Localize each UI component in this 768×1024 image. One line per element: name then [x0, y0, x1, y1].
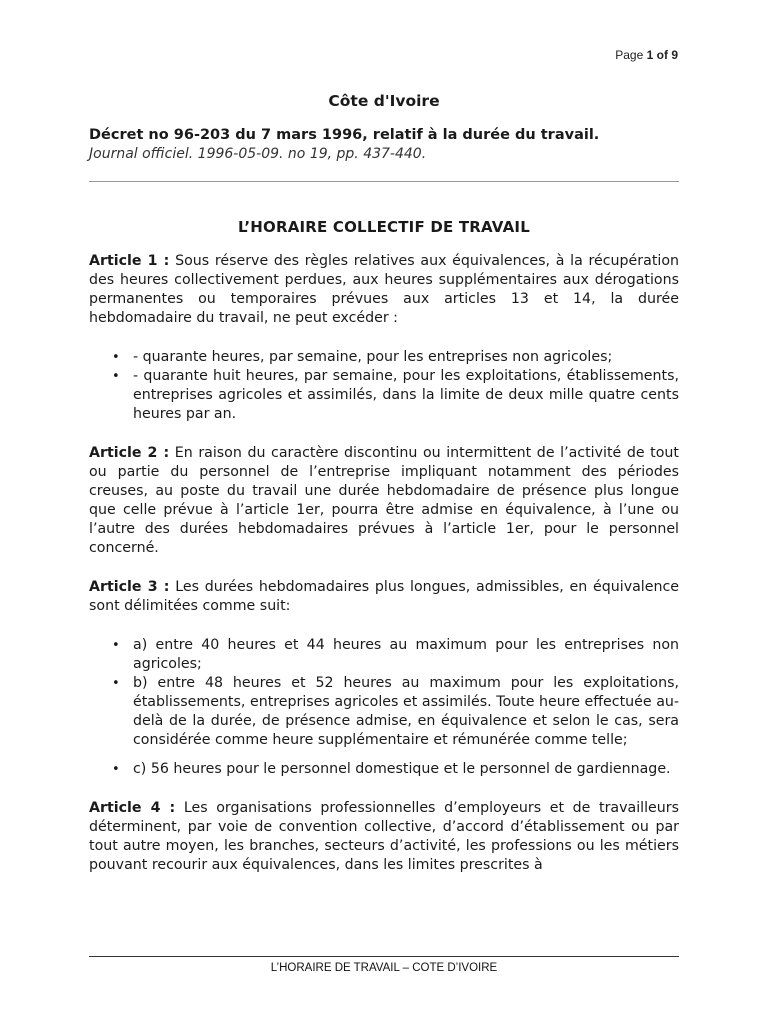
article-4-label: Article 4 :	[89, 800, 176, 816]
page-number	[615, 48, 678, 62]
list-item: • - quarante heures, par semaine, pour les entreprises non agricoles;	[133, 348, 679, 367]
article-3-label: Article 3 :	[89, 579, 170, 595]
article-2-text: En raison du caractère discontinu ou intermittent de l’activité de tout ou partie du personnel de l’entreprise impliquant notamment des périodes creuses, au poste du travail une durée hebdomadaire de présence plus longue que celle prévue à l’article 1er, pourra être admise en équivalence, à l’une ou l’autre des durées hebdomadaires prévues à l’article 1er, pour le personnel concerné.	[89, 445, 679, 556]
page-current: 1	[646, 48, 654, 62]
article-3	[89, 578, 679, 616]
list-item: • - quarante huit heures, par semaine, pour les exploitations, établissements, entreprises agricoles et assimilés, dans la limite de deux mille quatre cents heures par an.	[133, 367, 679, 424]
page-label: Page	[615, 48, 644, 62]
country-heading: Côte d'Ivoire	[328, 92, 440, 110]
article-1-label: Article 1 :	[89, 253, 170, 269]
footer-title: L’HORAIRE DE TRAVAIL – COTE D’IVOIRE	[270, 962, 498, 974]
section-title: L’HORAIRE COLLECTIF DE TRAVAIL	[238, 218, 530, 236]
article-4-text: Les organisations professionnelles d’employeurs et de travailleurs déterminent, par voie de convention collective, d’accord d’établissement ou par tout autre moyen, les branches, secteurs d’activité, les professions ou les métiers pouvant recourir aux équivalences, dans les limites prescrites à	[89, 800, 679, 873]
document-body	[89, 92, 679, 895]
article-2	[89, 444, 679, 558]
footer-divider	[89, 956, 679, 957]
article-4	[89, 799, 679, 875]
article-3-list	[89, 636, 679, 779]
article-1-text: Sous réserve des règles relatives aux équivalences, à la récupération des heures collectivement perdues, aux heures supplémentaires aux dérogations permanentes ou temporaires prévues aux articles 13 et 14, la durée hebdomadaire du travail, ne peut excéder :	[89, 253, 679, 326]
list-item: • c) 56 heures pour le personnel domestique et le personnel de gardiennage.	[133, 760, 679, 779]
article-1-list	[89, 348, 679, 424]
article-3-text: Les durées hebdomadaires plus longues, admissibles, en équivalence sont délimitées comme suit:	[89, 579, 679, 614]
list-item: • b) entre 48 heures et 52 heures au maximum pour les exploitations, établissements, entreprises agricoles et assimilés. Toute heure effectuée au-delà de la durée, de présence admise, en équivalence et selon le cas, sera considérée comme heure supplémentaire et rémunérée comme telle;	[133, 674, 679, 750]
page-of: of	[656, 48, 668, 62]
article-1	[89, 252, 679, 328]
page-total: 9	[671, 48, 678, 62]
decree-title: Décret no 96-203 du 7 mars 1996, relatif à la durée du travail.	[89, 127, 600, 143]
list-item: • a) entre 40 heures et 44 heures au maximum pour les entreprises non agricoles;	[133, 636, 679, 674]
header-divider	[89, 181, 679, 182]
journal-reference: Journal officiel. 1996-05-09. no 19, pp. 437-440.	[89, 146, 427, 162]
article-2-label: Article 2 :	[89, 445, 170, 461]
